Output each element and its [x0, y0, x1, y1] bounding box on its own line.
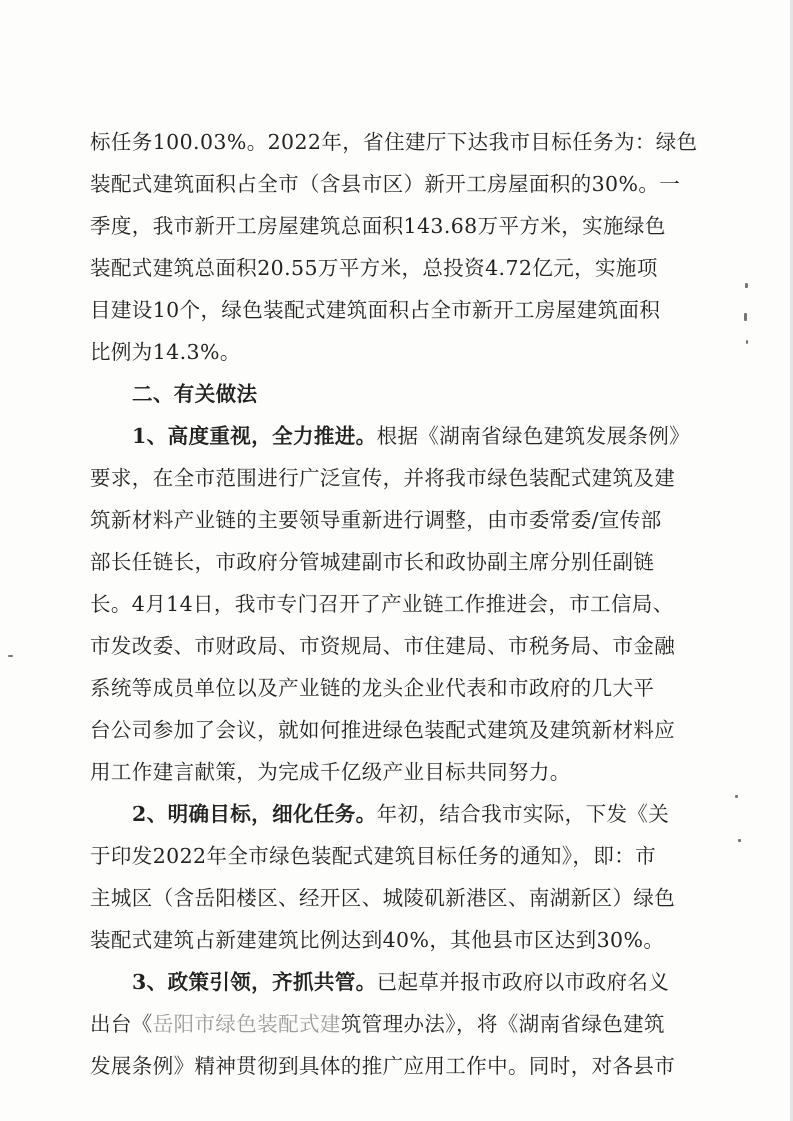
body-line: 系统等成员单位以及产业链的龙头企业代表和市政府的几大平	[90, 676, 655, 700]
item-1-text: 根据《湖南省绿色建筑发展条例》	[376, 424, 691, 448]
item-3-text: 已起草并报市政府以市政府名义	[376, 970, 670, 994]
scan-speck	[738, 839, 741, 842]
body-line: 筑新材料产业链的主要领导重新进行调整，由市委常委/宣传部	[90, 508, 662, 532]
scan-speck	[746, 340, 748, 344]
body-line: 主城区（含岳阳楼区、经开区、城陵矶新港区、南湖新区）绿色	[90, 886, 676, 910]
faded-text-segment: 岳阳市绿色装配式建	[152, 1012, 341, 1036]
text-segment: 筑管理办法》，将《湖南省绿色建筑	[340, 1012, 665, 1036]
body-line: 市发改委、市财政局、市资规局、市住建局、市税务局、市金融	[90, 634, 676, 658]
body-line: 比例为14.3%。	[90, 340, 241, 364]
scan-speck	[8, 655, 13, 657]
item-3-second-line	[90, 1009, 665, 1039]
body-line: 要求，在全市范围进行广泛宣传，并将我市绿色装配式建筑及建	[90, 466, 676, 490]
item-2-first-line	[132, 799, 669, 829]
body-line: 装配式建筑总面积20.55万平方米，总投资4.72亿元，实施项	[90, 256, 658, 280]
body-line: 部长任链长，市政府分管城建副市长和政协副主席分别任副链	[90, 550, 655, 574]
body-line: 标任务100.03%。2022年，省住建厅下达我市目标任务为：绿色	[90, 130, 698, 154]
item-2-text: 年初，结合我市实际，下发《关	[376, 802, 670, 826]
body-line: 目建设10个，绿色装配式建筑面积占全市新开工房屋建筑面积	[90, 298, 661, 322]
body-line: 长。4月14日，我市专门召开了产业链工作推进会，市工信局、	[90, 592, 674, 616]
body-line: 季度，我市新开工房屋建筑总面积143.68万平方米，实施绿色	[90, 214, 666, 238]
body-line: 用工作建言献策，为完成千亿级产业目标共同努力。	[90, 760, 571, 784]
body-line: 台公司参加了会议，就如何推进绿色装配式建筑及建筑新材料应	[90, 718, 676, 742]
item-2-lead: 2、明确目标，细化任务。	[132, 802, 377, 826]
section-heading: 二、有关做法	[132, 382, 258, 406]
item-1-first-line	[132, 421, 690, 451]
body-line: 发展条例》精神贯彻到具体的推广应用工作中。同时，对各县市	[90, 1054, 676, 1078]
scan-speck	[745, 283, 748, 288]
scan-speck	[744, 313, 747, 321]
scan-speck	[735, 795, 738, 798]
item-1-lead: 1、高度重视，全力推进。	[132, 424, 377, 448]
item-3-first-line	[132, 967, 669, 997]
body-line: 装配式建筑占新建建筑比例达到40%，其他县市区达到30%。	[90, 928, 665, 952]
text-segment: 出台《	[90, 1012, 153, 1036]
body-line: 装配式建筑面积占全市（含县市区）新开工房屋面积的30%。一	[90, 172, 681, 196]
item-3-lead: 3、政策引领，齐抓共管。	[132, 970, 377, 994]
body-line: 于印发2022年全市绿色装配式建筑目标任务的通知》，即：市	[90, 844, 657, 868]
